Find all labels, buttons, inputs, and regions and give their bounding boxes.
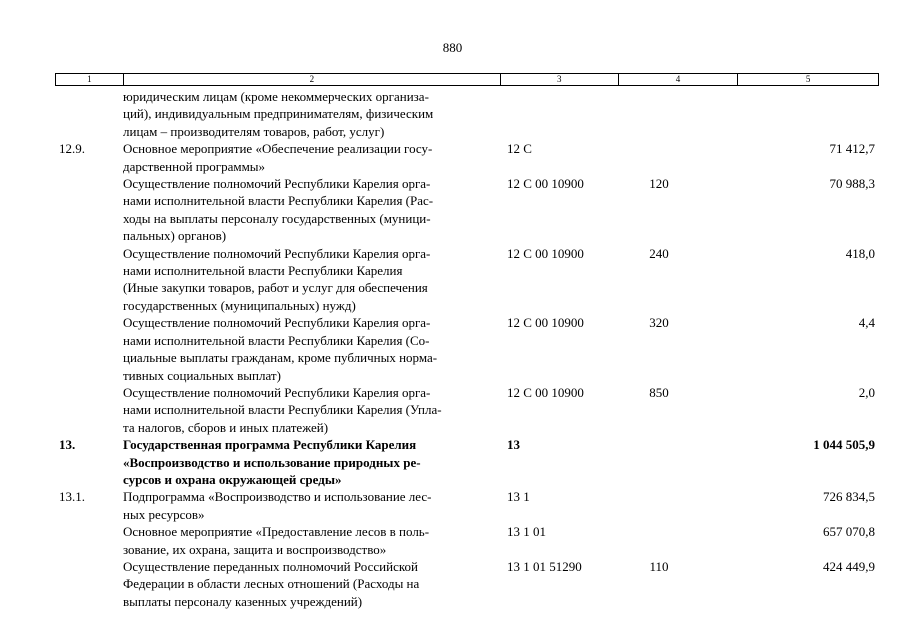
row-code: 13 1 01 — [507, 524, 546, 540]
row-code: 13 — [507, 437, 520, 453]
table-row — [55, 88, 879, 140]
row-code: 12 С — [507, 141, 532, 157]
row-expense-type — [619, 436, 699, 488]
header-col-5: 5 — [805, 74, 811, 84]
table-row — [55, 314, 879, 384]
header-col-2: 2 — [124, 74, 501, 85]
row-expense-type: 240 — [649, 245, 669, 261]
row-amount — [699, 88, 879, 140]
row-expense-type — [619, 488, 699, 523]
row-amount: 1 044 505,9 — [813, 437, 875, 453]
row-number — [55, 523, 121, 558]
table-row — [55, 436, 879, 488]
header-col-1: 1 — [56, 74, 124, 85]
row-expense-type: 120 — [649, 176, 669, 192]
row-number — [55, 384, 121, 436]
row-amount: 70 988,3 — [829, 176, 875, 192]
row-expense-type — [619, 88, 699, 140]
row-amount: 71 412,7 — [829, 141, 875, 157]
header-col-4: 4 — [619, 74, 739, 85]
row-description: Осуществление полномочий Республики Карелия орга- нами исполнительной власти Республики Карелия (Со- циальные выплаты гражданам, кроме публичных норма- тивных социальных выплат) — [123, 315, 438, 383]
row-code: 12 С 00 10900 — [507, 384, 584, 400]
row-amount: 2,0 — [858, 384, 875, 400]
row-expense-type — [619, 140, 699, 175]
row-amount: 418,0 — [845, 245, 875, 261]
row-amount: 4,4 — [858, 315, 875, 331]
table-row — [55, 384, 879, 436]
row-number: 13. — [59, 437, 76, 453]
page-number: 880 — [442, 40, 463, 55]
row-amount: 657 070,8 — [823, 524, 875, 540]
row-code: 12 С 00 10900 — [507, 176, 584, 192]
row-number — [55, 245, 121, 315]
row-expense-type: 110 — [649, 558, 669, 574]
row-description: Основное мероприятие «Обеспечение реализации госу- дарственной программы» — [123, 141, 433, 174]
header-col-3: 3 — [501, 74, 619, 85]
row-description: Осуществление переданных полномочий Российской Федерации в области лесных отношений (Расходы на выплаты персоналу казенных учреждений) — [123, 558, 420, 609]
table-row — [55, 558, 879, 610]
row-code: 13 1 — [507, 489, 530, 505]
table-row — [55, 175, 879, 245]
row-description: Осуществление полномочий Республики Карелия орга- нами исполнительной власти Республики Карелия (Рас- ходы на выплаты персоналу государственных (муници- пальных) органов) — [123, 176, 434, 244]
row-code: 13 1 01 51290 — [507, 558, 582, 574]
row-number: 13.1. — [59, 489, 85, 505]
row-number: 12.9. — [59, 141, 85, 157]
table-row — [55, 523, 879, 558]
row-description: Основное мероприятие «Предоставление лесов в поль- зование, их охрана, защита и воспроизводство» — [123, 524, 430, 557]
row-code — [501, 88, 619, 140]
row-description: Государственная программа Республики Карелия «Воспроизводство и использование природных ре- сурсов и охрана окружающей среды» — [123, 437, 421, 487]
table-body — [55, 88, 879, 610]
row-description: Подпрограмма «Воспроизводство и использование лес- ных ресурсов» — [123, 489, 432, 522]
row-number — [55, 558, 121, 610]
row-code: 12 С 00 10900 — [507, 315, 584, 331]
row-description: Осуществление полномочий Республики Карелия орга- нами исполнительной власти Республики Карелия (Упла- та налогов, сборов и иных платежей) — [123, 384, 442, 435]
row-code: 12 С 00 10900 — [507, 245, 584, 261]
table-row — [55, 488, 879, 523]
row-number — [55, 175, 121, 245]
row-number — [55, 88, 121, 140]
row-expense-type — [619, 523, 699, 558]
row-amount: 424 449,9 — [823, 558, 875, 574]
row-description: Осуществление полномочий Республики Карелия орга- нами исполнительной власти Республики Карелия (Иные закупки товаров, работ и услуг для обеспечения государственных (муниципальных) нужд) — [123, 245, 431, 313]
row-amount: 726 834,5 — [823, 489, 875, 505]
table-header — [55, 73, 879, 86]
table-row — [55, 245, 879, 315]
row-expense-type: 850 — [649, 384, 669, 400]
row-description: юридическим лицам (кроме некоммерческих организа- ций), индивидуальным предпринимателям, физическим лицам – производителям товаров, работ, услуг) — [123, 89, 434, 139]
table-row — [55, 140, 879, 175]
row-number — [55, 314, 121, 384]
row-expense-type: 320 — [649, 315, 669, 331]
